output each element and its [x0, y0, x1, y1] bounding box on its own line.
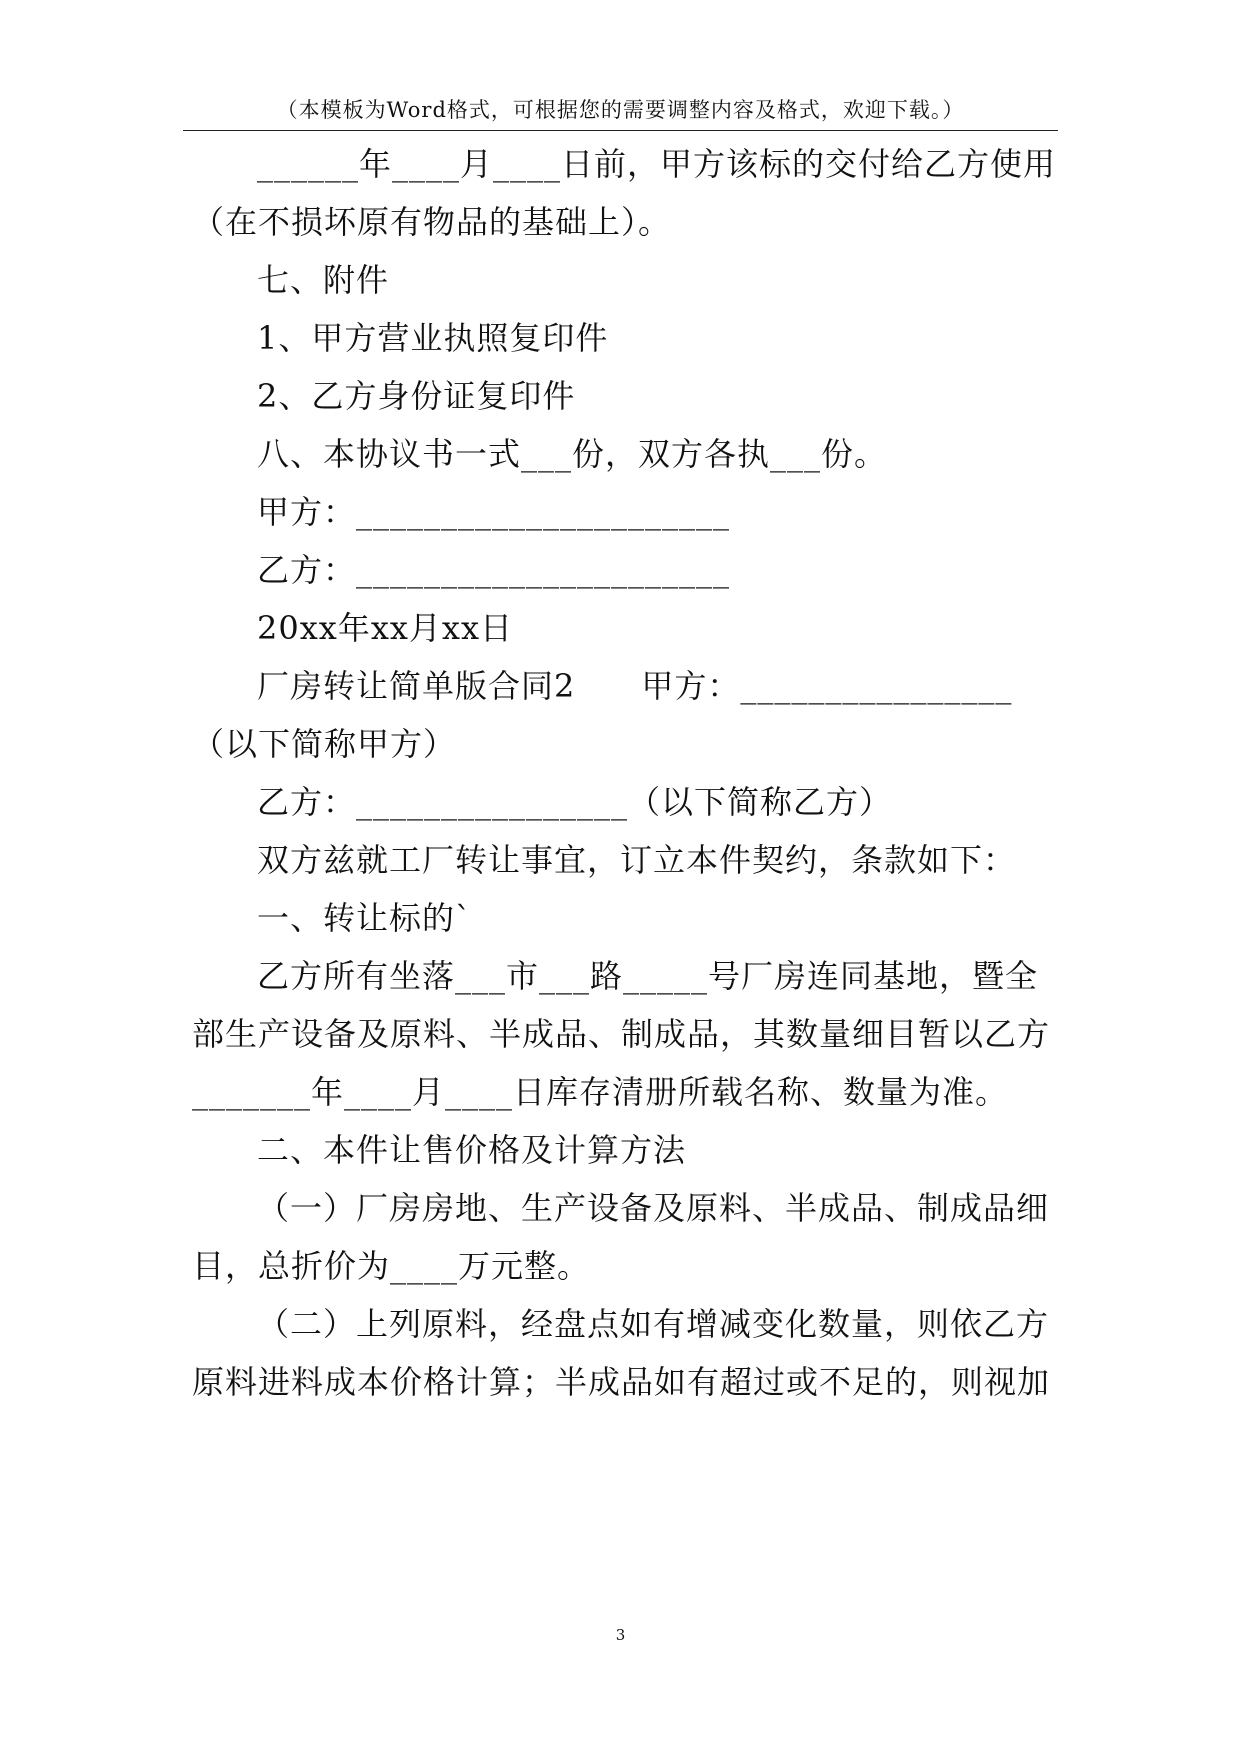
paragraph-line: 原料进料成本价格计算；半成品如有超过或不足的，则视加: [192, 1363, 1051, 1401]
paragraph-line: （一）厂房房地、生产设备及原料、半成品、制成品细: [257, 1189, 1050, 1227]
party-b-signature-line: 乙方：______________________: [257, 551, 731, 589]
paragraph-line: 双方兹就工厂转让事宜，订立本件契约，条款如下：: [257, 841, 1017, 879]
paragraph-line: _______年____月____日库存清册所载名称、数量为准。: [192, 1073, 1009, 1111]
page-number: 3: [615, 1626, 626, 1644]
party-a-signature-line: 甲方：______________________: [257, 493, 731, 531]
section-heading: 一、转让标的`: [257, 899, 473, 937]
header-divider: [183, 130, 1058, 131]
list-item: 2、乙方身份证复印件: [257, 377, 576, 415]
paragraph-line: 乙方：________________（以下简称乙方）: [257, 783, 893, 821]
section-heading: 七、附件: [257, 261, 390, 299]
paragraph-line: 八、本协议书一式___份，双方各执___份。: [257, 435, 888, 473]
paragraph-line: ______年____月____日前，甲方该标的交付给乙方使用: [257, 145, 1057, 183]
paragraph-line: （在不损坏原有物品的基础上）。: [192, 203, 672, 241]
contract-title-line: 厂房转让简单版合同2 甲方：________________: [257, 667, 1013, 705]
paragraph-line: （以下简称甲方）: [192, 725, 457, 763]
paragraph-line: （二）上列原料，经盘点如有增减变化数量，则依乙方: [257, 1305, 1050, 1343]
section-heading: 二、本件让售价格及计算方法: [257, 1131, 687, 1169]
paragraph-line: 目，总折价为____万元整。: [192, 1247, 591, 1285]
template-header-note: （本模板为Word格式，可根据您的需要调整内容及格式，欢迎下载。）: [276, 98, 965, 122]
list-item: 1、甲方营业执照复印件: [257, 319, 609, 357]
date-line: 20xx年xx月xx日: [257, 609, 514, 647]
paragraph-line: 乙方所有坐落___市___路_____号厂房连同基地，暨全: [257, 957, 1039, 995]
paragraph-line: 部生产设备及原料、半成品、制成品，其数量细目暂以乙方: [192, 1015, 1051, 1053]
